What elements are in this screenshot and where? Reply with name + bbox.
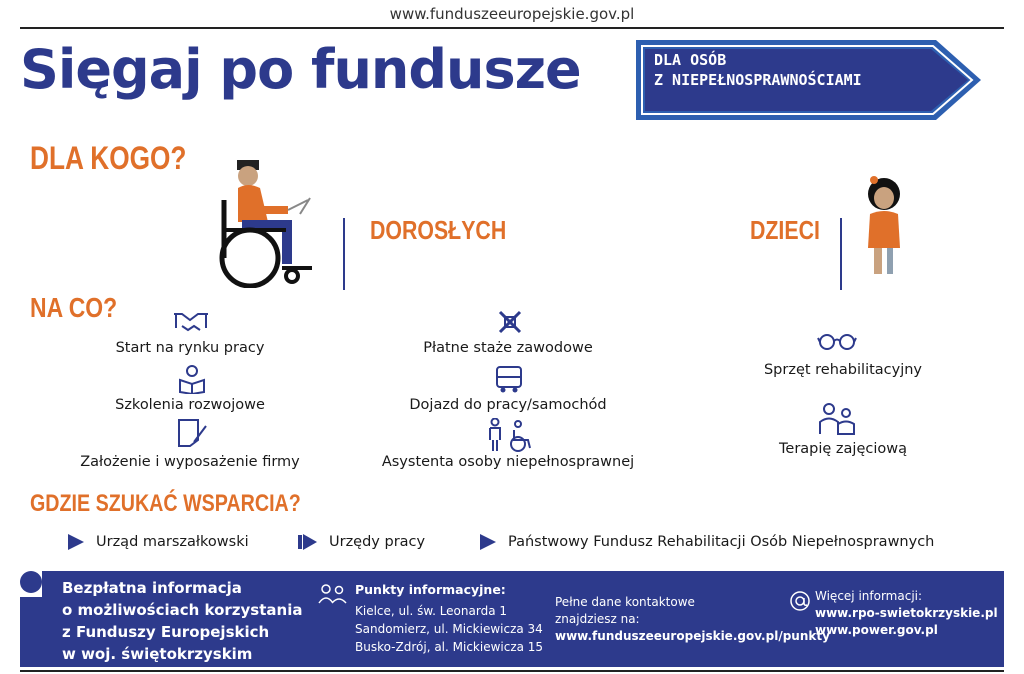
item-training: Szkolenia rozwojowe [115,397,265,413]
more-info: Więcej informacji: www.rpo-swietokrzyskie.pl www.power.gov.pl [815,589,998,637]
reader-icon [178,364,206,394]
at-sign-icon [789,590,811,612]
item-commute: Dojazd do pracy/samochód [409,397,607,413]
section-what: NA CO? [30,292,118,323]
document-pen-icon [176,418,208,448]
group-children: DZIECI [750,215,820,245]
rpo-link[interactable]: www.rpo-swietokrzyskie.pl [815,606,998,620]
people-icon [318,583,348,605]
triangle-bullet-icon [303,534,317,550]
wheelchair-user-icon [212,158,316,288]
section-where: GDZIE SZUKAĆ WSPARCIA? [30,490,301,517]
site-url: www.funduszeeuropejskie.gov.pl [389,5,635,23]
page-title: Sięgaj po fundusze [20,38,581,101]
item-therapy: Terapię zajęciową [779,441,907,457]
item-company: Założenie i wyposażenie firmy [80,454,300,470]
bus-icon [494,364,524,394]
pencil-ruler-icon [496,308,524,336]
top-rule [20,27,1004,29]
triangle-bullet-icon [480,534,496,550]
points-link[interactable]: www.funduszeeuropejskie.gov.pl/punkty [555,629,830,643]
group-adults: DOROSŁYCH [370,215,507,245]
handshake-icon [172,310,210,334]
where-item-marshal: Urząd marszałkowski [68,534,249,550]
item-internships: Płatne staże zawodowe [423,340,593,356]
divider-adults [343,218,345,290]
section-who: DLA KOGO? [30,140,187,176]
bar-bullet-icon [298,535,302,549]
assistant-icon [486,418,534,452]
therapy-people-icon [818,402,858,436]
info-points-list: Kielce, ul. św. Leonarda 1 Sandomierz, ul. Mickiewicza 34 Busko-Zdrój, al. Mickiewicza 15 [355,604,544,654]
triangle-bullet-icon [68,534,84,550]
info-i-stem [20,597,42,667]
full-contact-info: Pełne dane kontaktowe znajdziesz na: www.funduszeeuropejskie.gov.pl/punkty [555,595,830,643]
bottom-rule [20,670,1004,672]
divider-children [840,218,842,290]
info-points-title: Punkty informacyjne: [355,582,506,597]
power-link[interactable]: www.power.gov.pl [815,623,938,637]
free-info-text: Bezpłatna informacja o możliwościach korzystania z Funduszy Europejskich w woj. świętokrzyskim [62,579,303,663]
road-sign-text: DLA OSÓB Z NIEPEŁNOSPRAWNOŚCIAMI [654,51,862,89]
glasses-icon [816,330,858,352]
item-rehab-equipment: Sprzęt rehabilitacyjny [763,362,923,378]
info-i-dot [20,571,42,593]
item-assistant: Asystenta osoby niepełnosprawnej [381,454,635,470]
child-icon [860,176,908,278]
where-item-labour-offices: Urzędy pracy [298,534,425,550]
item-job-start: Start na rynku pracy [115,340,265,356]
where-item-pfron: Państwowy Fundusz Rehabilitacji Osób Niepełnosprawnych [480,534,934,550]
